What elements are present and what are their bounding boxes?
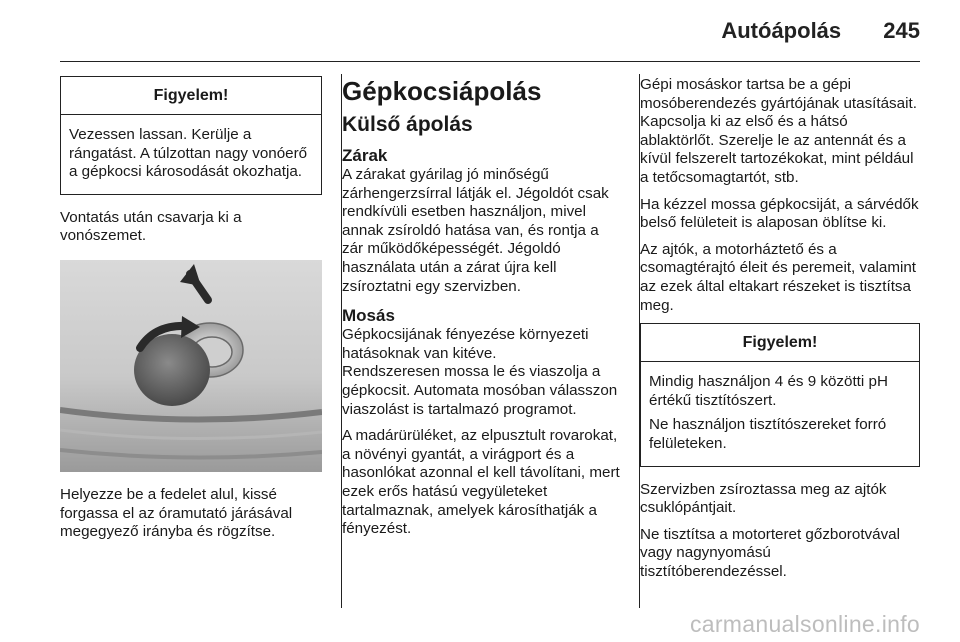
warning-text: Vezessen lassan. Kerülje a rángatást. A túlzottan nagy vonóerő a gépkocsi károsodását okozhatja. — [69, 126, 308, 181]
warning-text: Ne használjon tisztítószereket forró felületeken. — [649, 416, 887, 452]
page-number: 245 — [883, 18, 920, 43]
paragraph: Helyezze be a fedelet alul, kissé forgassa el az óramutató járásával megegyező irányba és rögzítse. — [60, 485, 293, 541]
section-heading: Zárak — [342, 146, 388, 165]
warning-body — [641, 362, 919, 465]
column-middle — [342, 76, 622, 547]
section-heading: Mosás — [342, 306, 395, 326]
paragraph: Ne tisztítsa a motorteret gőzborotvával vagy nagynyomású tisztítóberendezéssel. — [640, 525, 900, 580]
page-header — [721, 18, 920, 44]
column-left — [60, 76, 322, 550]
paragraph: Az ajtók, a motorháztető és a csomagtérajtó éleit és peremeit, valamint az ezek által eltakart részeket is tisztítsa meg. — [640, 240, 917, 314]
warning-title: Figyelem! — [61, 77, 321, 115]
main-heading: Gépkocsiápolás — [342, 76, 542, 106]
warning-body — [61, 115, 321, 194]
sub-heading: Külső ápolás — [342, 113, 473, 136]
paragraph: Gépi mosáskor tartsa be a gépi mosóberendezés gyártójának utasításait. Kapcsolja ki az első és a hátsó ablaktörlőt. Szerelje le az antennát és a kívül felszerelt tartozékokat, mint például a tetőcsomagtartót, stb. — [640, 76, 917, 186]
warning-box — [60, 76, 322, 195]
warning-title: Figyelem! — [641, 324, 919, 362]
paragraph: Szervizben zsíroztassa meg az ajtók csuklópántjait. — [640, 480, 887, 517]
header-title: Autóápolás — [721, 18, 842, 43]
paragraph: Vontatás után csavarja ki a vonószemet. — [60, 208, 242, 245]
header-rule — [60, 61, 920, 62]
paragraph: Ha kézzel mossa gépkocsiját, a sárvédők belső felületeit is alaposan öblítse ki. — [640, 195, 919, 232]
watermark: carmanualsonline.info — [689, 611, 920, 637]
paragraph: Gépkocsijának fényezése környezeti hatásoknak van kitéve. — [342, 326, 589, 362]
column-right — [640, 76, 920, 589]
paragraph: Rendszeresen mossa le és viaszolja a gépkocsit. Automata mosóban válasszon viaszolást is tartalmazó programot. — [342, 363, 618, 418]
paragraph: A madárürüléket, az elpusztult rovarokat, a növényi gyantát, a virágport és a hasonlókat azonnal el kell távolítani, mert ezek erős hatású vegyületeket tartalmaznak, amelyek károsíthatják a fényezést. — [342, 427, 620, 538]
towing-eye-cover-photo — [60, 260, 322, 472]
warning-text: Mindig használjon 4 és 9 közötti pH értékű tisztítószert. — [649, 373, 888, 409]
paragraph: A zárakat gyárilag jó minőségű zárhengerzsírral látják el. Jégoldót csak rendkívüli esetben használjon, mivel annak zsíroldó hatása van, és rontja a zár működőképességét. Jégoldó használata után a zárat újra kell zsíroztatni egy szervizben. — [342, 166, 609, 295]
warning-box — [640, 323, 920, 466]
